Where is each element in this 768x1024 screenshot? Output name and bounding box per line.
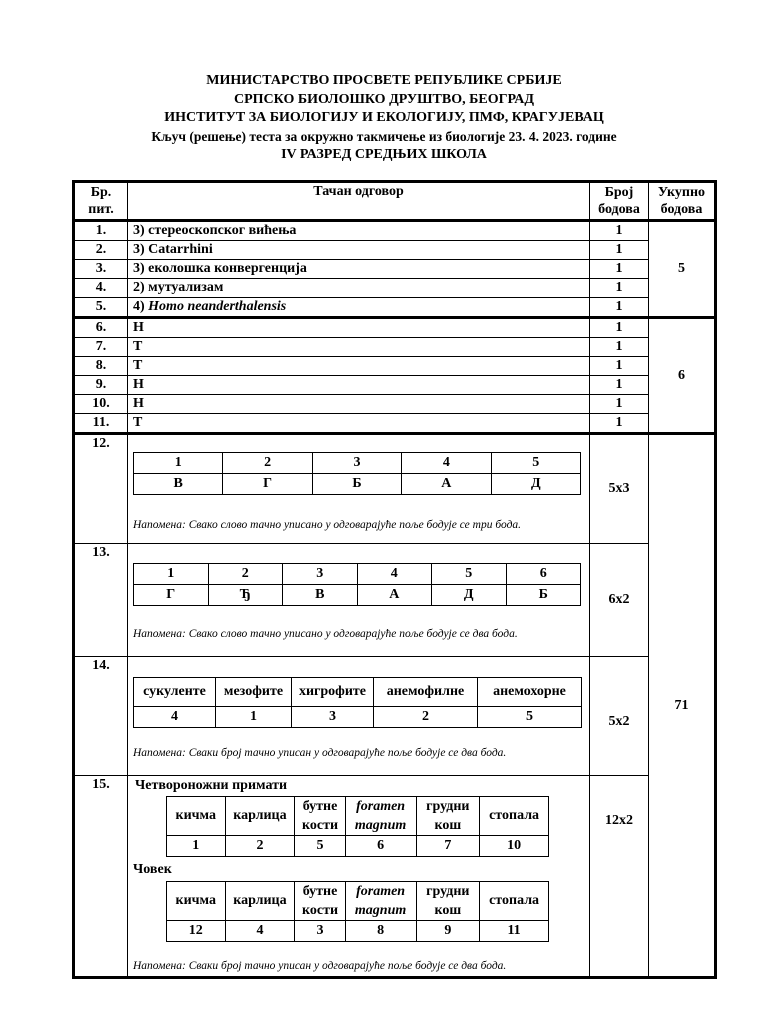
question-15-label-human: Човек xyxy=(133,862,172,877)
question-12-row xyxy=(74,434,716,544)
question-15-grid-primates xyxy=(166,796,549,857)
question-15-points: 12x2 xyxy=(590,776,649,978)
grid-answer-cell: Г xyxy=(223,474,312,495)
col-total-label-a: Укупно xyxy=(657,185,706,200)
header-ministry: МИНИСТАРСТВО ПРОСВЕТЕ РЕПУБЛИКЕ СРБИЈЕ xyxy=(206,73,562,88)
question-number: 13. xyxy=(74,544,128,657)
header-title: Кључ (решење) теста за окружно такмичење из биологије 23. 4. 2023. године xyxy=(151,128,617,144)
grid-header-cell: 1 xyxy=(134,564,209,585)
grid-answer-cell: А xyxy=(357,585,432,606)
table-row xyxy=(74,241,716,260)
answer-cell: 3) еколошка конвергенција xyxy=(128,260,590,279)
grid-header-cell: 5 xyxy=(432,564,507,585)
question-number: 3. xyxy=(74,260,128,279)
document-header xyxy=(0,72,768,165)
answer-cell: Т xyxy=(128,414,590,434)
answer-cell: Т xyxy=(128,338,590,357)
question-number: 1. xyxy=(74,221,128,241)
question-14-row xyxy=(74,657,716,776)
answer-cell xyxy=(128,298,590,318)
grid-header-cell: 2 xyxy=(223,453,312,474)
answer-species-name: Homo neanderthalensis xyxy=(148,299,287,315)
grid-answer-cell: 4 xyxy=(134,707,216,728)
question-15-note: Напомена: Сваки број тачно уписан у одговарајуће поље бодује се два бода. xyxy=(133,960,507,972)
grid-header-cell: анемофилне xyxy=(374,678,478,707)
group-total-1: 5 xyxy=(649,221,716,318)
question-number: 9. xyxy=(74,376,128,395)
grid-header-cell: анемохорне xyxy=(478,678,582,707)
grid-answer-cell: Б xyxy=(506,585,581,606)
table-row xyxy=(74,298,716,318)
question-15-grid-human xyxy=(166,881,549,942)
question-14-note: Напомена: Сваки број тачно уписан у одговарајуће поље бодује се два бода. xyxy=(133,747,507,759)
answer-cell: Н xyxy=(128,376,590,395)
grid-answer-cell: А xyxy=(402,474,491,495)
grid-answer-cell: Д xyxy=(432,585,507,606)
table-row xyxy=(74,395,716,414)
question-12-content xyxy=(128,434,590,544)
table-row xyxy=(74,260,716,279)
grid-answer-cell: 12 xyxy=(167,921,226,942)
col-total-label-b: бодова xyxy=(660,202,703,217)
table-row xyxy=(74,376,716,395)
grid-header-femur-a: бутне xyxy=(302,799,338,814)
grid-header-cell: сукуленте xyxy=(134,678,216,707)
grid-header-spine: кичма xyxy=(167,882,226,921)
grid-header-cell: 2 xyxy=(208,564,283,585)
grid-header-cell: 5 xyxy=(491,453,580,474)
grid-answer-cell: 6 xyxy=(345,836,416,857)
grid-answer-cell: 10 xyxy=(480,836,549,857)
grid-answer-cell: Г xyxy=(134,585,209,606)
question-13-content xyxy=(128,544,590,657)
table-row xyxy=(74,357,716,376)
grid-header-cell: 6 xyxy=(506,564,581,585)
grid-header-cell: 1 xyxy=(134,453,223,474)
grid-answer-cell: 11 xyxy=(480,921,549,942)
answer-cell: 3) стереоскопског вићења xyxy=(128,221,590,241)
question-13-points: 6x2 xyxy=(590,544,649,657)
table-row xyxy=(74,221,716,241)
question-number: 6. xyxy=(74,318,128,338)
answer-cell: Т xyxy=(128,357,590,376)
points-cell: 1 xyxy=(590,376,649,395)
question-14-points: 5x2 xyxy=(590,657,649,776)
grid-header-foramen-a: foramen xyxy=(356,884,406,899)
grid-header-femur-a: бутне xyxy=(302,884,338,899)
points-cell: 1 xyxy=(590,318,649,338)
grid-answer-cell: 3 xyxy=(292,707,374,728)
col-points-label-a: Број xyxy=(604,185,634,200)
question-number: 11. xyxy=(74,414,128,434)
answer-cell: 3) Catarrhini xyxy=(128,241,590,260)
grid-answer-cell: В xyxy=(134,474,223,495)
grid-header-foramen-b: magnum xyxy=(354,903,407,918)
question-number: 5. xyxy=(74,298,128,318)
grid-header-femur-b: кости xyxy=(301,818,339,833)
question-14-grid xyxy=(133,677,582,728)
grid-header-femur-b: кости xyxy=(301,903,339,918)
col-points-label-b: бодова xyxy=(598,202,640,217)
group-total-3: 71 xyxy=(649,434,716,978)
grid-header-chest-b: кош xyxy=(434,818,462,833)
table-header-row xyxy=(74,182,716,221)
points-cell: 1 xyxy=(590,279,649,298)
grid-header-pelvis: карлица xyxy=(225,882,295,921)
grid-answer-cell: 8 xyxy=(345,921,416,942)
points-cell: 1 xyxy=(590,298,649,318)
question-13-grid xyxy=(133,563,581,606)
grid-answer-cell: Ђ xyxy=(208,585,283,606)
table-row xyxy=(74,279,716,298)
grid-header-cell: 4 xyxy=(402,453,491,474)
question-15-label-primates: Четвороножни примати xyxy=(135,778,288,793)
points-cell: 1 xyxy=(590,395,649,414)
question-number: 10. xyxy=(74,395,128,414)
question-12-points: 5x3 xyxy=(590,434,649,544)
grid-header-chest-b: кош xyxy=(434,903,462,918)
grid-answer-cell: 2 xyxy=(225,836,295,857)
grid-header-chest-a: грудни xyxy=(426,799,470,814)
grid-header-cell: хигрофите xyxy=(292,678,374,707)
table-row xyxy=(74,414,716,434)
grid-answer-cell: 9 xyxy=(416,921,480,942)
question-number: 8. xyxy=(74,357,128,376)
grid-header-pelvis: карлица xyxy=(225,797,295,836)
grid-header-cell: 3 xyxy=(312,453,401,474)
answer-cell: Н xyxy=(128,395,590,414)
grid-answer-cell: 1 xyxy=(167,836,226,857)
col-answer-header: Тачан одговор xyxy=(128,182,590,221)
grid-header-chest-a: грудни xyxy=(426,884,470,899)
question-12-note: Напомена: Свако слово тачно уписано у одговарајуће поље бодује се три бода. xyxy=(133,519,522,531)
question-12-grid xyxy=(133,452,581,495)
grid-header-foot: стопала xyxy=(480,797,549,836)
question-number: 2. xyxy=(74,241,128,260)
grid-header-foramen-a: foramen xyxy=(356,799,406,814)
header-society: СРПСКО БИОЛОШКО ДРУШТВО, БЕОГРАД xyxy=(233,91,535,107)
answer-key-table xyxy=(72,180,717,979)
question-number: 7. xyxy=(74,338,128,357)
col-num-label-b: пит. xyxy=(88,202,114,217)
grid-header-cell: мезофите xyxy=(216,678,292,707)
grid-answer-cell: 4 xyxy=(225,921,295,942)
question-number: 12. xyxy=(74,434,128,544)
grid-answer-cell: Д xyxy=(491,474,580,495)
question-number: 14. xyxy=(74,657,128,776)
points-cell: 1 xyxy=(590,338,649,357)
points-cell: 1 xyxy=(590,260,649,279)
grid-answer-cell: 1 xyxy=(216,707,292,728)
grid-header-spine: кичма xyxy=(167,797,226,836)
header-institute: ИНСТИТУТ ЗА БИОЛОГИЈУ И ЕКОЛОГИЈУ, ПМФ, КРАГУЈЕВАЦ xyxy=(164,110,604,125)
grid-answer-cell: 5 xyxy=(295,836,345,857)
answer-prefix: 4) xyxy=(133,299,149,315)
grid-header-cell: 4 xyxy=(357,564,432,585)
points-cell: 1 xyxy=(590,414,649,434)
answer-cell: Н xyxy=(128,318,590,338)
question-13-row xyxy=(74,544,716,657)
question-15-content xyxy=(128,776,590,978)
question-13-note: Напомена: Свако слово тачно уписано у одговарајуће поље бодује се два бода. xyxy=(133,628,518,640)
answer-cell: 2) мутуализам xyxy=(128,279,590,298)
grid-header-cell: 3 xyxy=(283,564,358,585)
table-row xyxy=(74,338,716,357)
grid-answer-cell: 3 xyxy=(295,921,345,942)
question-number: 4. xyxy=(74,279,128,298)
points-cell: 1 xyxy=(590,221,649,241)
question-15-row xyxy=(74,776,716,978)
grid-answer-cell: В xyxy=(283,585,358,606)
header-grade: IV РАЗРЕД СРЕДЊИХ ШКОЛА xyxy=(281,147,487,162)
points-cell: 1 xyxy=(590,241,649,260)
group-total-2: 6 xyxy=(649,318,716,434)
grid-answer-cell: Б xyxy=(312,474,401,495)
question-number: 15. xyxy=(74,776,128,978)
grid-answer-cell: 7 xyxy=(416,836,480,857)
grid-header-foramen-b: magnum xyxy=(354,818,407,833)
col-num-label-a: Бр. xyxy=(90,185,112,200)
points-cell: 1 xyxy=(590,357,649,376)
grid-answer-cell: 2 xyxy=(374,707,478,728)
grid-header-foot: стопала xyxy=(480,882,549,921)
question-14-content xyxy=(128,657,590,776)
grid-answer-cell: 5 xyxy=(478,707,582,728)
table-row xyxy=(74,318,716,338)
